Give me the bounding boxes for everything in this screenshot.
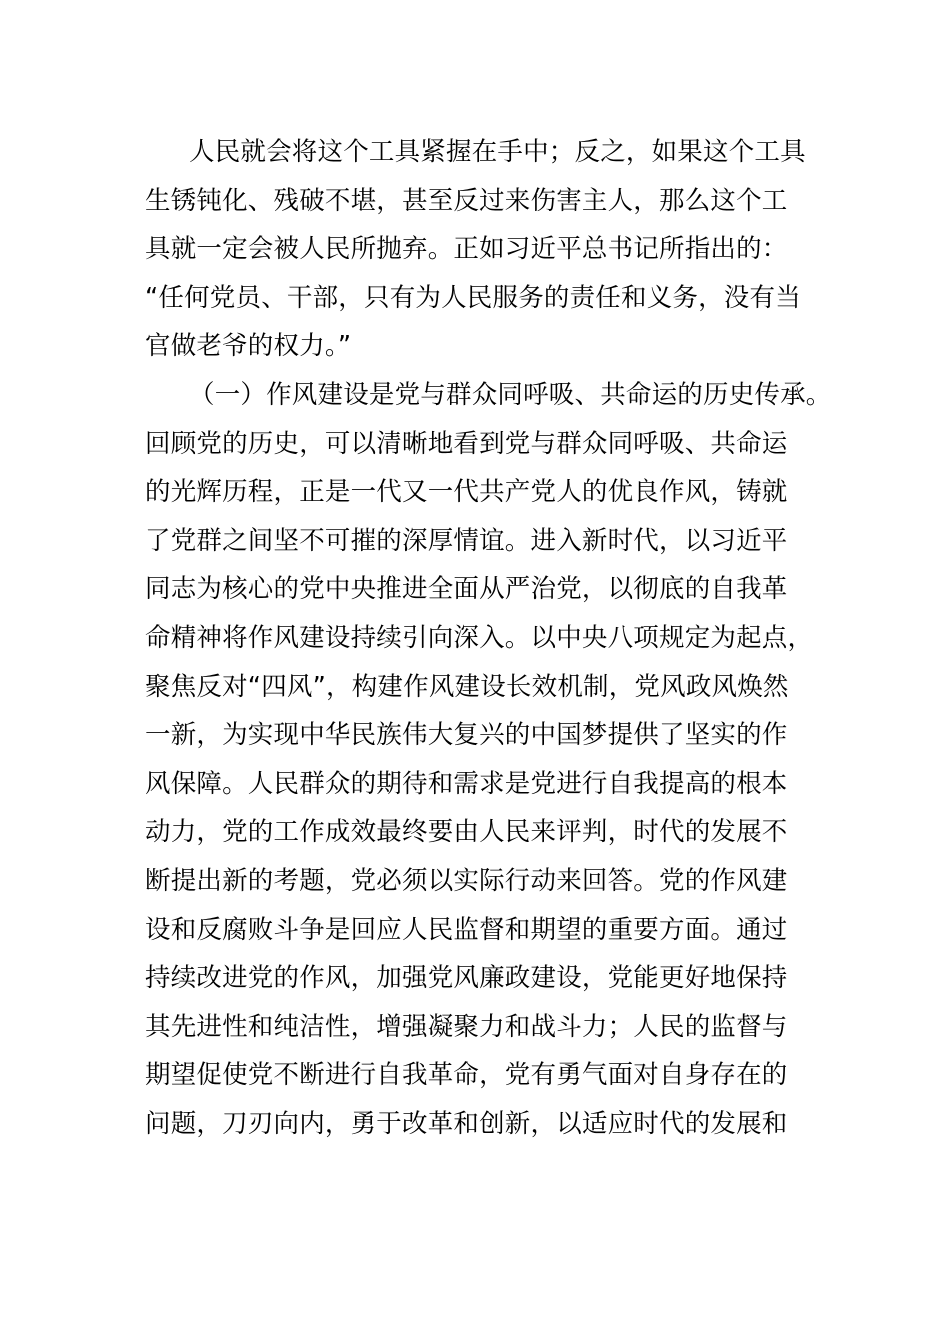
text-line: 命精神将作风建设持续引向深入。以中央八项规定为起点，: [145, 622, 814, 653]
text-line: 同志为核心的党中央推进全面从严治党，以彻底的自我革: [145, 574, 788, 605]
text-line: 生锈钝化、残破不堪，甚至反过来伤害主人，那么这个工: [145, 185, 788, 216]
text-line: 回顾党的历史，可以清晰地看到党与群众同呼吸、共命运: [145, 428, 788, 459]
text-line: 风保障。人民群众的期待和需求是党进行自我提高的根本: [145, 768, 788, 799]
text-line: 其先进性和纯洁性，增强凝聚力和战斗力；人民的监督与: [145, 1011, 788, 1042]
text-line: 问题，刀刃向内，勇于改革和创新，以适应时代的发展和: [145, 1108, 788, 1139]
text-line: 持续改进党的作风，加强党风廉政建设，党能更好地保持: [145, 963, 788, 994]
text-line: 断提出新的考题，党必须以实际行动来回答。党的作风建: [145, 865, 788, 896]
text-line: 期望促使党不断进行自我革命，党有勇气面对自身存在的: [145, 1060, 788, 1091]
text-line: 一新，为实现中华民族伟大复兴的中国梦提供了坚实的作: [145, 720, 788, 751]
body-text: [145, 128, 845, 1148]
text-line: “任何党员、干部，只有为人民服务的责任和义务，没有当: [145, 282, 801, 313]
text-line: 官做老爷的权力。”: [145, 331, 352, 362]
text-line: 人民就会将这个工具紧握在手中；反之，如果这个工具: [189, 137, 806, 167]
text-line: 设和反腐败斗争是回应人民监督和期望的重要方面。通过: [145, 914, 788, 945]
text-line: 动力，党的工作成效最终要由人民来评判，时代的发展不: [145, 817, 788, 848]
text-line: 聚焦反对“四风”，构建作风建设长效机制，党风政风焕然: [145, 671, 789, 702]
text-line: 的光辉历程，正是一代又一代共产党人的优良作风，铸就: [145, 477, 788, 508]
text-line: 具就一定会被人民所抛弃。正如习近平总书记所指出的：: [145, 234, 788, 265]
section-heading-line: （一）作风建设是党与群众同呼吸、共命运的历史传承。: [189, 379, 832, 410]
text-line: 了党群之间坚不可摧的深厚情谊。进入新时代，以习近平: [145, 525, 788, 556]
